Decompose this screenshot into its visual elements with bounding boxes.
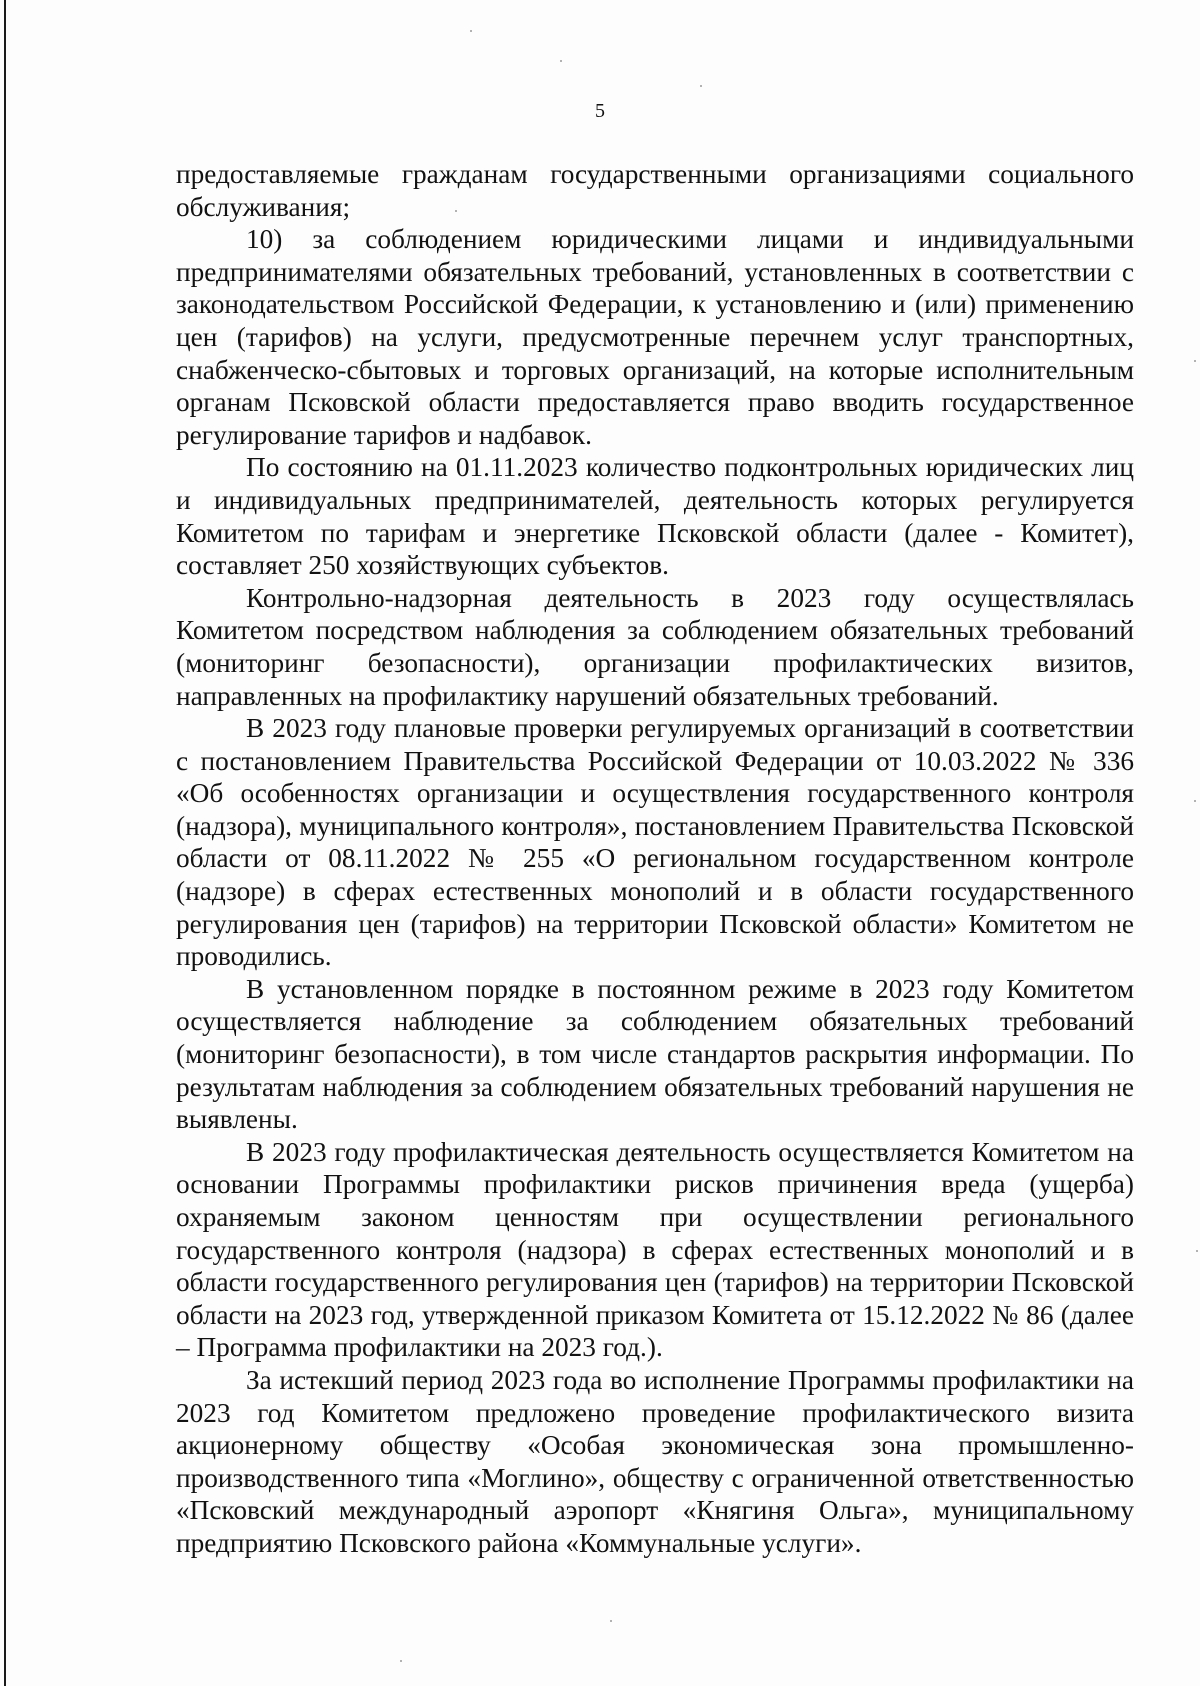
paragraph: В установленном порядке в постоянном режиме в 2023 году Комитетом осуществляется наблюдение за соблюдением обязательных требований (мониторинг безопасности), в том числе стандартов раскрытия информации. По результатам наблюдения за соблюдением обязательных требований нарушения не выявлены. bbox=[176, 973, 1134, 1135]
scan-left-edge bbox=[4, 0, 6, 1686]
paragraph: предоставляемые гражданам государственными организациями социального обслуживания; bbox=[176, 159, 1134, 222]
scan-speck bbox=[1196, 1250, 1198, 1252]
scan-speck bbox=[1194, 800, 1196, 802]
scan-speck bbox=[1194, 360, 1196, 362]
paragraph: За истекший период 2023 года во исполнение Программы профилактики на 2023 год Комитетом предложено проведение профилактического визита акционерному обществу «Особая экономическая зона промышленно-производственного типа «Моглино», обществу с ограниченной ответственностью «Псковский международный аэропорт «Княгиня Ольга», муниципальному предприятию Псковского района «Коммунальные услуги». bbox=[176, 1364, 1134, 1558]
page-number: 5 bbox=[595, 100, 605, 122]
paragraph: 10) за соблюдением юридическими лицами и индивидуальными предпринимателями обязательных требований, установленных в соответствии с законодательством Российской Федерации, к установлению и (или) применению цен (тарифов) на услуги, предусмотренные перечнем услуг транспортных, снабженческо-сбытовых и торговых организаций, на которые исполнительным органам Псковской области предоставляется право вводить государственное регулирование тарифов и надбавок. bbox=[176, 224, 1134, 450]
scan-speck bbox=[470, 30, 472, 32]
paragraph: Контрольно-надзорная деятельность в 2023 году осуществлялась Комитетом посредством наблюдения за соблюдением обязательных требований (мониторинг безопасности), организации профилактических визитов, направленных на профилактику нарушений обязательных требований. bbox=[176, 582, 1134, 711]
scan-speck bbox=[560, 60, 562, 62]
document-body bbox=[176, 158, 1134, 1560]
scan-speck bbox=[455, 210, 457, 212]
paragraph: По состоянию на 01.11.2023 количество подконтрольных юридических лиц и индивидуальных предпринимателей, деятельность которых регулируется Комитетом по тарифам и энергетике Псковской области (далее - Комитет), составляет 250 хозяйствующих субъектов. bbox=[176, 452, 1134, 581]
paragraph: В 2023 году профилактическая деятельность осуществляется Комитетом на основании Программы профилактики рисков причинения вреда (ущерба) охраняемым законом ценностям при осуществлении регионального государственного контроля (надзора) в сферах естественных монополий и в области государственного регулирования цен (тарифов) на территории Псковской области на 2023 год, утвержденной приказом Комитета от 15.12.2022 № 86 (далее – Программа профилактики на 2023 год.). bbox=[176, 1136, 1134, 1363]
scan-speck bbox=[400, 1660, 402, 1662]
paragraph: В 2023 году плановые проверки регулируемых организаций в соответствии с постановлением Правительства Российской Федерации от 10.03.2022 № 336 «Об особенностях организации и осуществления государственного контроля (надзора), муниципального контроля», постановлением Правительства Псковской области от 08.11.2022 № 255 «О региональном государственном контроле (надзоре) в сферах естественных монополий и в области государственного регулирования цен (тарифов) на территории Псковской области» Комитетом не проводились. bbox=[176, 713, 1134, 972]
scan-speck bbox=[610, 1620, 612, 1622]
scan-speck bbox=[700, 85, 702, 87]
